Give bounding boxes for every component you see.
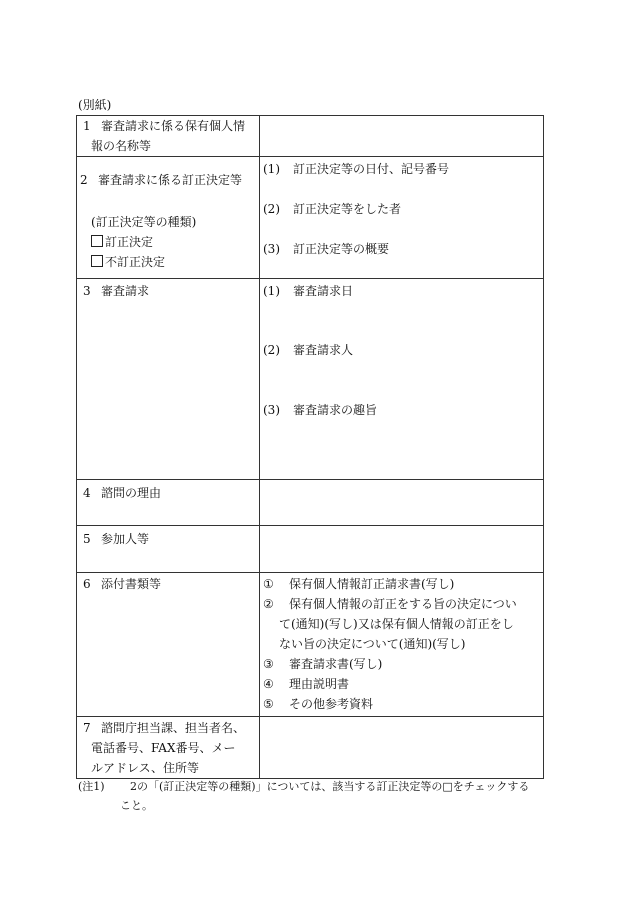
row-3-label: 審査請求 bbox=[101, 284, 150, 298]
attachment-4: ④ 理由説明書 bbox=[263, 677, 350, 691]
option-correction-decision[interactable]: 訂正決定 bbox=[80, 232, 196, 252]
row-2-item-2: (2) 訂正決定等をした者 bbox=[263, 202, 402, 216]
row-4-number: 4 bbox=[83, 486, 91, 500]
row-7-label-line1: 諮問庁担当課、担当者名、 bbox=[101, 721, 246, 735]
option-non-correction-decision[interactable]: 不訂正決定 bbox=[80, 252, 196, 272]
row-7 bbox=[77, 717, 544, 779]
annex-label: (別紙) bbox=[78, 98, 112, 112]
row-1 bbox=[77, 116, 544, 157]
row-4-label: 諮問の理由 bbox=[101, 486, 162, 500]
row-6-label-cell bbox=[77, 573, 260, 717]
row-2-value-cell bbox=[260, 157, 544, 279]
checkbox-icon[interactable] bbox=[91, 235, 103, 247]
row-2-label-cell bbox=[77, 157, 260, 279]
row-7-value-cell[interactable] bbox=[260, 717, 544, 779]
review-request-form-table bbox=[76, 115, 544, 779]
row-6-value-cell bbox=[260, 573, 544, 717]
row-5-label: 参加人等 bbox=[101, 532, 150, 546]
row-5-value-cell[interactable] bbox=[260, 526, 544, 573]
row-1-label-line1: 審査請求に係る保有個人情 bbox=[101, 119, 246, 133]
row-2-label: 審査請求に係る訂正決定等 bbox=[98, 173, 243, 187]
attachment-2: ② 保有個人情報の訂正をする旨の決定につい bbox=[263, 597, 517, 611]
row-3-number: 3 bbox=[83, 284, 91, 298]
row-1-value-cell[interactable] bbox=[260, 116, 544, 157]
row-6 bbox=[77, 573, 544, 717]
footnote bbox=[78, 777, 558, 815]
footnote-line2: こと。 bbox=[120, 799, 153, 812]
attachment-2-line3: ない旨の決定について(通知)(写し) bbox=[279, 637, 466, 651]
row-4-value-cell[interactable] bbox=[260, 480, 544, 526]
row-7-label-cell bbox=[77, 717, 260, 779]
row-2 bbox=[77, 157, 544, 279]
footnote-tag: (注1) bbox=[78, 780, 105, 793]
row-5-label-cell bbox=[77, 526, 260, 573]
attachment-3: ③ 審査請求書(写し) bbox=[263, 657, 383, 671]
row-3-value-cell bbox=[260, 279, 544, 480]
decision-type-heading: (訂正決定等の種類) bbox=[91, 215, 197, 229]
row-1-label-line2: 報の名称等 bbox=[91, 139, 152, 153]
row-7-label-line2: 電話番号、FAX番号、メー bbox=[91, 741, 236, 755]
row-4-label-cell bbox=[77, 480, 260, 526]
attachment-2-line2: て(通知)(写し)又は保有個人情報の訂正をし bbox=[279, 617, 514, 631]
row-3-item-2: (2) 審査請求人 bbox=[263, 343, 354, 357]
row-3-item-3: (3) 審査請求の趣旨 bbox=[263, 403, 378, 417]
row-2-number: 2 bbox=[80, 173, 88, 187]
row-1-label-cell bbox=[77, 116, 260, 157]
row-7-label-line3: ルアドレス、住所等 bbox=[91, 761, 200, 775]
row-6-number: 6 bbox=[83, 577, 91, 591]
row-6-label: 添付書類等 bbox=[101, 577, 162, 591]
attachment-1: ① 保有個人情報訂正請求書(写し) bbox=[263, 577, 455, 591]
row-1-number: 1 bbox=[83, 119, 91, 133]
row-5-number: 5 bbox=[83, 532, 91, 546]
row-4 bbox=[77, 480, 544, 526]
row-3-item-1: (1) 審査請求日 bbox=[263, 284, 354, 298]
row-5 bbox=[77, 526, 544, 573]
row-2-item-1: (1) 訂正決定等の日付、記号番号 bbox=[263, 162, 450, 176]
checkbox-icon[interactable] bbox=[91, 255, 103, 267]
row-3-label-cell bbox=[77, 279, 260, 480]
row-7-number: 7 bbox=[83, 721, 91, 735]
row-3 bbox=[77, 279, 544, 480]
footnote-line1: 2の「(訂正決定等の種類)」については、該当する訂正決定等の□をチェックする bbox=[130, 780, 530, 793]
row-2-item-3: (3) 訂正決定等の概要 bbox=[263, 242, 390, 256]
attachment-5: ⑤ その他参考資料 bbox=[263, 697, 374, 711]
